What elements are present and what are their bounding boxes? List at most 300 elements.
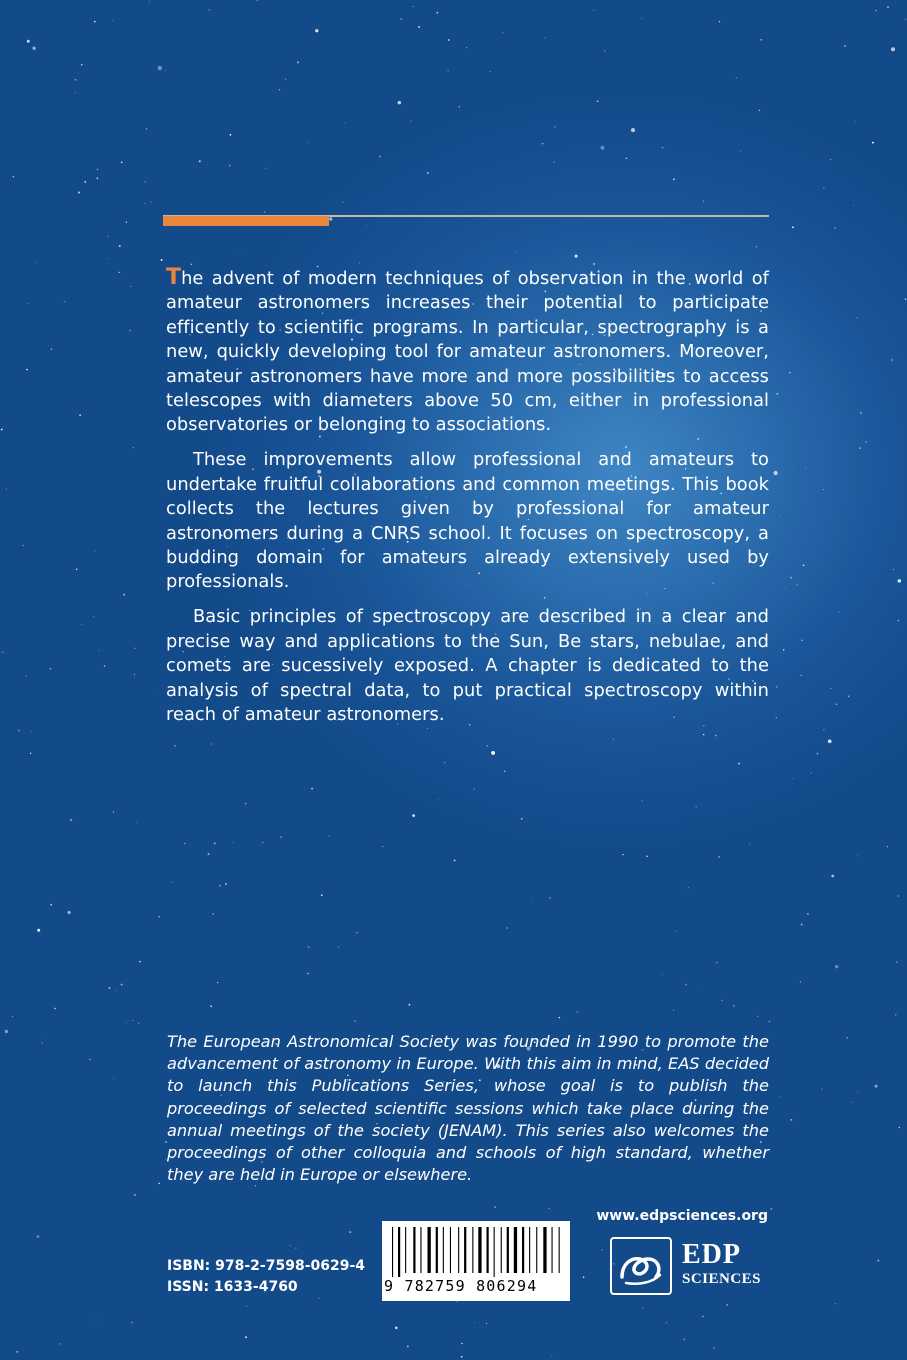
star xyxy=(823,489,824,490)
description-paragraph-3: Basic principles of spectroscopy are described in a clear and precise way and applications to the Sun, Be stars, nebulae, and comets are sucessively exposed. A chapter is dedicated to the analysis of spectral data, to put practical spectroscopy within reach of amateur astronomers. xyxy=(166,606,769,725)
star xyxy=(859,447,860,448)
star xyxy=(622,854,623,855)
star xyxy=(131,286,132,287)
star xyxy=(835,1303,836,1304)
star xyxy=(779,1097,780,1098)
star xyxy=(32,46,35,49)
star xyxy=(848,696,850,698)
star xyxy=(50,668,52,670)
star xyxy=(356,932,357,933)
star xyxy=(68,911,71,914)
star xyxy=(112,20,113,21)
star xyxy=(790,577,792,579)
star xyxy=(800,981,801,982)
star xyxy=(866,441,867,442)
star xyxy=(857,855,858,856)
barcode-bar xyxy=(543,1227,546,1273)
star xyxy=(285,79,286,80)
star xyxy=(245,803,246,804)
star xyxy=(776,393,778,395)
barcode-bar xyxy=(392,1227,393,1277)
star xyxy=(165,70,166,71)
star xyxy=(219,885,221,887)
star xyxy=(126,1022,127,1023)
star xyxy=(123,594,125,596)
star xyxy=(436,12,438,14)
barcode-bar xyxy=(458,1227,459,1273)
star xyxy=(733,1005,735,1007)
star xyxy=(18,730,20,732)
star xyxy=(474,788,475,789)
star xyxy=(27,40,30,43)
logo-edp-text: EDP xyxy=(682,1239,741,1270)
star xyxy=(208,853,210,855)
star xyxy=(831,875,834,878)
isbn: ISBN: 978-2-7598-0629-4 xyxy=(167,1258,366,1274)
star xyxy=(81,624,82,625)
star xyxy=(662,974,663,975)
star xyxy=(113,1078,114,1079)
barcode-bar xyxy=(443,1227,444,1273)
star xyxy=(895,1014,897,1016)
star xyxy=(42,1034,43,1035)
star xyxy=(858,1091,859,1092)
star xyxy=(466,47,467,48)
barcode-bar xyxy=(478,1227,481,1273)
star xyxy=(171,882,172,883)
star xyxy=(307,973,308,974)
star xyxy=(823,187,824,188)
star xyxy=(1,429,3,431)
barcode-bar xyxy=(436,1227,438,1273)
star xyxy=(94,550,95,551)
star xyxy=(836,703,838,705)
issn: ISSN: 1633-4760 xyxy=(167,1279,298,1295)
star xyxy=(81,64,83,66)
star xyxy=(459,106,461,108)
star xyxy=(30,753,32,755)
star xyxy=(295,1247,296,1248)
star xyxy=(544,37,545,38)
barcode-bar xyxy=(501,1227,502,1273)
star xyxy=(718,856,720,858)
star xyxy=(121,162,123,164)
barcode-bar xyxy=(514,1227,517,1273)
barcode-bar xyxy=(405,1227,406,1273)
barcode-bar xyxy=(428,1227,431,1273)
star xyxy=(887,6,889,8)
star xyxy=(96,1319,97,1320)
star xyxy=(444,762,445,763)
barcode-bar xyxy=(522,1227,524,1273)
star xyxy=(487,745,488,746)
star xyxy=(789,372,790,373)
star xyxy=(225,883,227,885)
star xyxy=(265,168,266,169)
star xyxy=(757,1015,759,1017)
star xyxy=(823,729,824,730)
paragraph-1-text: he advent of modern techniques of observation in the world of amateur astronomers increases their potential to participate efficently to scientific programs. In particular, spectrography is a new, quickly developing tool for amateur astronomers. Moreover, amateur astronomers have more and more possibilities to access telescopes with diameters above 50 cm, either in professional observatories or belonging to associations. xyxy=(166,268,769,436)
star xyxy=(199,160,201,162)
star xyxy=(626,158,627,159)
star xyxy=(521,818,523,820)
star xyxy=(642,800,643,801)
star xyxy=(780,515,781,516)
star xyxy=(343,202,344,203)
star xyxy=(714,1347,715,1348)
star xyxy=(158,66,162,70)
star xyxy=(150,201,151,202)
star xyxy=(811,773,812,774)
star xyxy=(315,29,318,32)
star xyxy=(474,1322,475,1323)
star xyxy=(554,126,556,128)
star xyxy=(759,110,760,111)
barcode-bars xyxy=(392,1227,562,1277)
star xyxy=(138,1023,139,1024)
star xyxy=(289,1245,290,1246)
star xyxy=(551,1356,552,1357)
star xyxy=(413,6,414,7)
star xyxy=(161,259,163,261)
star xyxy=(75,92,76,93)
star xyxy=(184,843,185,844)
star xyxy=(75,79,77,81)
star xyxy=(210,1005,212,1007)
star xyxy=(846,1037,847,1038)
star xyxy=(438,799,439,800)
barcode-bar xyxy=(552,1227,553,1273)
star xyxy=(13,176,14,177)
star xyxy=(328,835,329,836)
star xyxy=(264,212,265,213)
star xyxy=(214,843,216,845)
star xyxy=(379,156,381,158)
barcode-bar xyxy=(536,1227,537,1273)
star xyxy=(412,814,415,817)
star xyxy=(597,100,599,102)
star xyxy=(899,1127,901,1129)
star xyxy=(738,763,740,765)
star xyxy=(35,262,36,263)
star xyxy=(6,489,7,490)
star xyxy=(646,855,648,857)
star xyxy=(447,70,448,71)
star xyxy=(675,931,676,932)
star xyxy=(418,26,420,28)
star xyxy=(559,1017,560,1018)
star xyxy=(54,1008,55,1009)
star xyxy=(740,150,741,151)
star xyxy=(230,134,232,136)
star xyxy=(37,929,40,932)
star xyxy=(857,317,858,318)
star xyxy=(593,10,594,11)
star xyxy=(59,1343,60,1344)
star xyxy=(726,1304,727,1305)
star xyxy=(149,1,150,2)
star xyxy=(792,778,793,779)
star xyxy=(855,121,856,122)
star xyxy=(344,122,345,123)
star xyxy=(844,45,846,47)
star xyxy=(792,226,794,228)
star xyxy=(146,128,147,129)
star xyxy=(239,254,240,255)
star xyxy=(359,262,360,263)
star xyxy=(158,916,160,918)
star xyxy=(93,616,94,617)
star xyxy=(139,961,141,963)
star xyxy=(760,39,761,40)
barcode-bar xyxy=(472,1227,473,1273)
star xyxy=(577,1011,579,1013)
star xyxy=(454,859,456,861)
star xyxy=(398,101,402,105)
star xyxy=(486,1323,487,1324)
barcode-bar xyxy=(450,1227,451,1273)
star xyxy=(875,1085,878,1088)
barcode-bar xyxy=(559,1227,560,1273)
star xyxy=(790,1119,792,1121)
star xyxy=(280,836,282,838)
star xyxy=(774,471,778,475)
barcode-bar xyxy=(398,1227,400,1277)
book-description xyxy=(166,266,769,738)
star xyxy=(851,1102,852,1103)
star xyxy=(2,651,4,653)
description-paragraph-2: These improvements allow professional and amateurs to undertake fruitful collaborations and common meetings. This book collects the lectures given by professional for amateur astronomers during a CNRS school. It focuses on spectroscopy, a budding domain for amateurs already extensively used by professionals. xyxy=(166,449,769,593)
star xyxy=(119,245,121,247)
star xyxy=(212,913,213,914)
star xyxy=(602,1249,603,1250)
star xyxy=(12,1016,13,1017)
star xyxy=(736,77,737,78)
star xyxy=(696,806,697,807)
star xyxy=(756,246,758,248)
star xyxy=(821,1088,822,1089)
star xyxy=(407,1346,409,1348)
star xyxy=(158,1183,160,1185)
drop-cap: T xyxy=(166,265,182,290)
star xyxy=(507,927,508,928)
star xyxy=(872,142,874,144)
star xyxy=(800,675,801,676)
star xyxy=(308,142,309,143)
star xyxy=(785,588,786,589)
star xyxy=(461,1356,463,1358)
star xyxy=(549,1208,550,1209)
star xyxy=(26,675,27,676)
star xyxy=(491,751,495,755)
star xyxy=(666,1322,667,1323)
star xyxy=(516,251,517,252)
star xyxy=(835,965,838,968)
star xyxy=(549,897,550,898)
star xyxy=(494,1206,495,1207)
star xyxy=(257,0,259,1)
star xyxy=(593,263,595,265)
star xyxy=(875,10,876,11)
edp-logo-mark-icon xyxy=(610,1237,672,1295)
star xyxy=(96,177,98,179)
publisher-url[interactable]: www.edpsciences.org xyxy=(596,1208,768,1224)
star xyxy=(329,217,332,220)
star xyxy=(137,822,138,823)
star xyxy=(23,545,24,546)
star xyxy=(318,1298,319,1299)
star xyxy=(702,1316,703,1317)
star xyxy=(279,89,280,90)
star xyxy=(121,984,123,986)
star xyxy=(805,468,806,469)
star xyxy=(31,731,32,732)
star xyxy=(583,1276,585,1278)
star xyxy=(395,1327,397,1329)
star xyxy=(891,47,895,51)
star xyxy=(604,50,605,51)
star xyxy=(78,192,80,194)
star xyxy=(145,181,147,183)
star xyxy=(887,846,888,847)
barcode-bar xyxy=(507,1227,509,1273)
star xyxy=(703,200,705,202)
barcode-bar xyxy=(487,1227,489,1273)
star xyxy=(776,686,777,687)
star xyxy=(905,19,906,20)
star xyxy=(783,649,784,650)
star xyxy=(107,236,108,237)
barcode-bar xyxy=(413,1227,415,1273)
isbn-barcode xyxy=(382,1221,570,1301)
star xyxy=(42,1042,43,1043)
star xyxy=(898,895,900,897)
star xyxy=(688,887,689,888)
star xyxy=(408,1004,410,1006)
star xyxy=(401,18,402,19)
star xyxy=(308,946,310,948)
star xyxy=(542,143,544,145)
star xyxy=(504,771,505,772)
star xyxy=(126,222,127,223)
star xyxy=(28,303,29,304)
star xyxy=(905,299,906,300)
star xyxy=(26,369,28,371)
star xyxy=(830,688,831,689)
star xyxy=(898,620,900,622)
star xyxy=(132,1020,133,1021)
star xyxy=(37,1235,40,1238)
star xyxy=(98,650,99,651)
star xyxy=(50,904,52,906)
star xyxy=(685,984,687,986)
star xyxy=(245,1336,247,1338)
star xyxy=(531,898,532,899)
star xyxy=(490,71,491,72)
star xyxy=(174,745,176,747)
star xyxy=(828,739,832,743)
star xyxy=(104,665,105,666)
star xyxy=(803,564,805,566)
barcode-bar xyxy=(464,1227,466,1273)
star xyxy=(838,611,839,612)
star xyxy=(662,147,664,149)
star xyxy=(134,1194,136,1196)
star xyxy=(354,1020,355,1021)
star xyxy=(749,843,750,844)
star xyxy=(229,165,230,166)
star xyxy=(311,788,313,790)
star xyxy=(16,1351,18,1353)
star xyxy=(776,717,777,718)
star xyxy=(631,128,635,132)
star xyxy=(801,924,803,926)
star xyxy=(448,39,450,41)
star xyxy=(129,330,130,331)
star xyxy=(321,894,323,896)
star xyxy=(97,169,99,171)
star xyxy=(830,159,832,161)
star xyxy=(76,568,78,570)
barcode-bar xyxy=(420,1227,421,1273)
star xyxy=(807,913,809,915)
star xyxy=(801,639,803,641)
star xyxy=(366,225,367,226)
star xyxy=(70,819,72,821)
star xyxy=(613,739,614,740)
header-accent-bar xyxy=(163,216,329,226)
star xyxy=(297,61,299,63)
star xyxy=(232,842,233,843)
star xyxy=(860,412,862,414)
star xyxy=(502,32,503,33)
barcode-bar xyxy=(529,1227,530,1273)
star xyxy=(133,447,134,448)
star xyxy=(51,348,52,349)
star xyxy=(158,694,159,695)
star xyxy=(575,255,578,258)
star xyxy=(119,272,121,274)
star xyxy=(853,205,854,206)
barcode-bar xyxy=(494,1227,495,1277)
star xyxy=(211,744,212,745)
star xyxy=(898,579,902,583)
star xyxy=(134,674,135,675)
star xyxy=(262,842,263,843)
star xyxy=(94,21,96,23)
star xyxy=(600,146,604,150)
star xyxy=(349,1231,351,1233)
star xyxy=(721,1000,723,1002)
star xyxy=(113,811,114,812)
star xyxy=(817,753,819,755)
star xyxy=(338,946,339,947)
logo-sciences-text: SCIENCES xyxy=(682,1271,762,1287)
star xyxy=(382,846,383,847)
star xyxy=(427,172,429,174)
star xyxy=(673,1010,674,1011)
star xyxy=(797,584,798,585)
description-paragraph-1 xyxy=(166,266,769,438)
star xyxy=(79,414,81,416)
star xyxy=(834,227,835,228)
star xyxy=(84,181,86,183)
star xyxy=(410,121,411,122)
star xyxy=(115,990,116,991)
star xyxy=(719,21,720,22)
star xyxy=(891,359,893,361)
star xyxy=(5,1030,8,1033)
